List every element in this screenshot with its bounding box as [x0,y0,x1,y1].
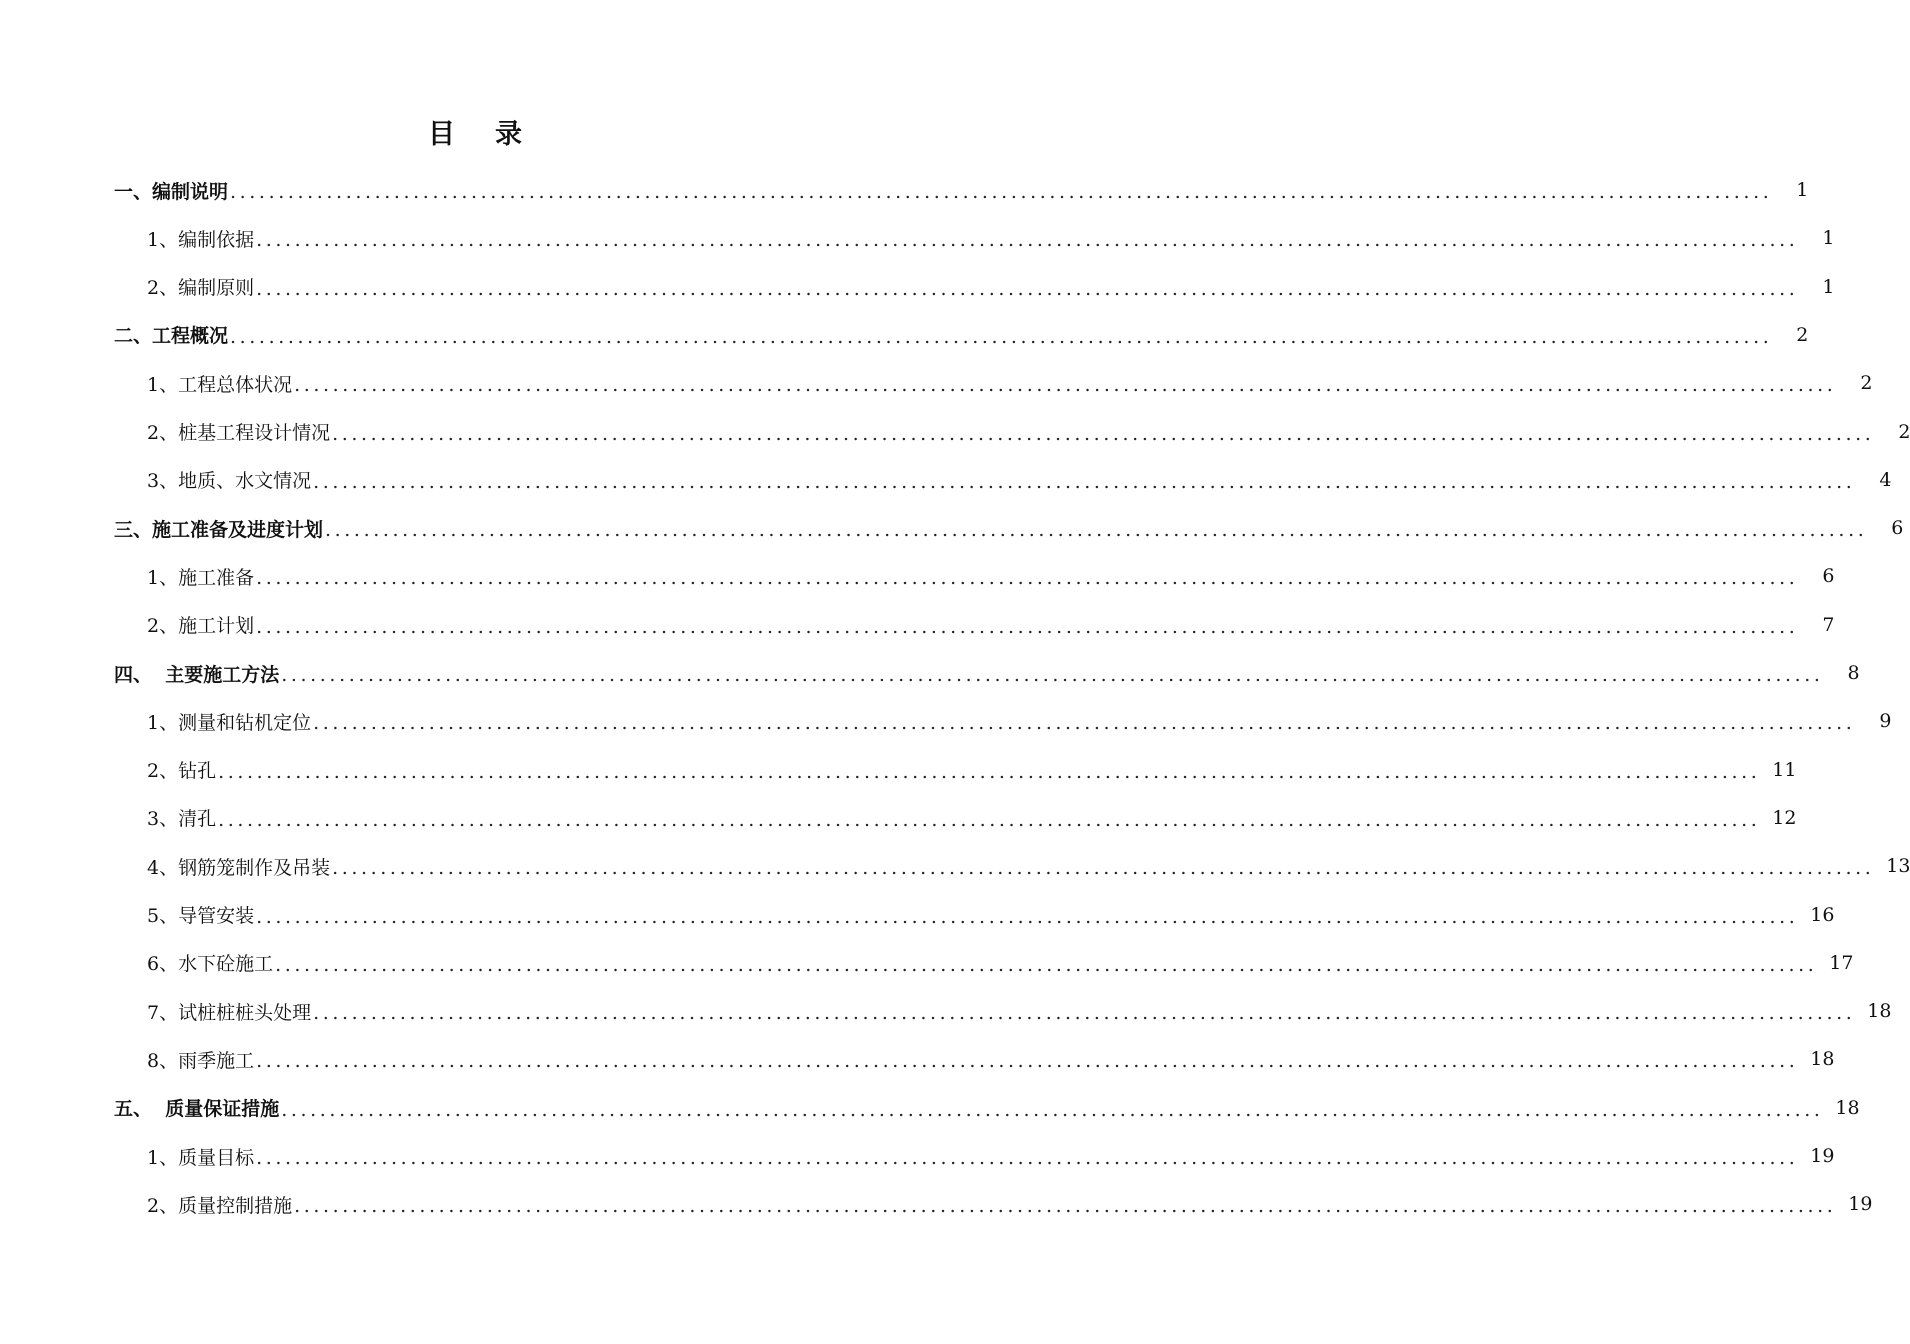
toc-title-char-2: 录 [495,119,522,150]
dot-leader: ................................................................................................................................................................ [256,229,1799,252]
toc-page-number: 1 [1796,179,1809,201]
dot-leader: ................................................................................................................................................................ [313,470,1856,493]
dot-leader: ................................................................................................................................................................ [230,181,1773,203]
toc-page-number: 2 [1796,323,1809,346]
toc-entry-label: 五、 质量保证措施 [114,1098,280,1121]
toc-page-number: 12 [1772,806,1797,829]
dot-leader: ................................................................................................................................................................ [332,857,1875,880]
dot-leader: ................................................................................................................................................................ [332,422,1875,445]
toc-page-number: 8 [1847,662,1860,684]
toc-entry-label: 1、施工准备 [147,566,255,589]
toc-page-number: 17 [1829,951,1854,974]
dot-leader: ................................................................................................................................................................ [256,905,1799,928]
toc-page-number: 16 [1810,903,1835,926]
toc-subsection-entry[interactable] [0,794,1797,842]
toc-page-number: 11 [1772,758,1797,781]
toc-page-number: 1 [1822,227,1835,250]
toc-subsection-entry[interactable] [0,408,1910,456]
toc-entry-label: 二、工程概况 [114,325,229,348]
toc-entry-label: 2、钻孔 [147,760,217,783]
toc-subsection-entry[interactable] [0,842,1910,890]
toc-page-number: 4 [1879,468,1892,491]
dot-leader: ................................................................................................................................................................ [281,1098,1824,1121]
toc-entry-label: 1、编制依据 [147,228,255,251]
toc-title-char-1: 目 [428,119,455,150]
toc-section-entry[interactable] [0,649,1860,697]
toc-entry-label: 5、导管安装 [147,905,255,927]
toc-entry-label: 1、质量目标 [147,1146,255,1169]
toc-page-number: 18 [1867,1000,1892,1023]
toc-page-number: 13 [1886,855,1910,878]
toc-entry-label: 7、试桩桩桩头处理 [147,1001,312,1024]
dot-leader: ................................................................................................................................................................ [256,615,1799,638]
dot-leader: ................................................................................................................................................................ [275,953,1818,976]
toc-page-number: 19 [1810,1145,1835,1167]
toc-entry-label: 一、编制说明 [114,180,229,203]
toc-entry-label: 1、测量和钻机定位 [147,711,312,734]
toc-page-number: 2 [1898,420,1910,443]
toc-page-number: 1 [1822,275,1835,298]
toc-subsection-entry[interactable] [0,891,1835,939]
toc-subsection-entry[interactable] [0,1132,1835,1180]
toc-entry-label: 6、水下砼施工 [147,953,274,976]
toc-section-entry[interactable] [0,311,1809,359]
dot-leader: ................................................................................................................................................................ [256,1147,1799,1169]
toc-title [0,112,950,151]
toc-entry-label: 8、雨季施工 [147,1049,255,1072]
toc-entry-label: 3、地质、水文情况 [147,470,312,493]
toc-page-number: 19 [1848,1193,1873,1216]
toc-entry-label: 四、 主要施工方法 [114,663,280,686]
dot-leader: ................................................................................................................................................................ [281,664,1824,686]
toc-subsection-entry[interactable] [0,359,1873,407]
toc-subsection-entry[interactable] [0,746,1797,794]
dot-leader: ................................................................................................................................................................ [313,712,1856,735]
toc-section-entry[interactable] [0,504,1904,552]
toc-entry-label: 3、清孔 [147,808,217,831]
dot-leader: ................................................................................................................................................................ [294,374,1837,397]
toc-entry-label: 三、施工准备及进度计划 [114,518,324,541]
toc-page-number: 2 [1860,372,1873,395]
dot-leader: ................................................................................................................................................................ [313,1002,1856,1025]
toc-subsection-entry[interactable] [0,214,1835,262]
toc-page-number: 6 [1822,565,1835,588]
toc-subsection-entry[interactable] [0,939,1854,987]
toc-section-entry[interactable] [0,166,1809,214]
toc-subsection-entry[interactable] [0,987,1892,1035]
toc-subsection-entry[interactable] [0,601,1835,649]
dot-leader: ................................................................................................................................................................ [218,808,1761,831]
dot-leader: ................................................................................................................................................................ [325,519,1868,542]
dot-leader: ................................................................................................................................................................ [230,325,1773,348]
toc-entry-label: 4、钢筋笼制作及吊装 [147,856,331,879]
toc-page-number: 6 [1891,517,1904,540]
toc-entry-label: 2、编制原则 [147,277,255,300]
toc-subsection-entry[interactable] [0,552,1835,600]
dot-leader: ................................................................................................................................................................ [218,760,1761,783]
toc-entry-label: 1、工程总体状况 [147,373,293,396]
dot-leader: ................................................................................................................................................................ [256,567,1799,590]
toc-section-entry[interactable] [0,1084,1860,1132]
toc-page-number: 7 [1822,613,1835,636]
toc-subsection-entry[interactable] [0,1035,1835,1083]
toc-entry-label: 2、施工计划 [147,615,255,638]
toc-entry-label: 2、桩基工程设计情况 [147,422,331,444]
toc-subsection-entry[interactable] [0,1180,1873,1228]
toc-subsection-entry[interactable] [0,263,1835,311]
toc-entry-label: 2、质量控制措施 [147,1194,293,1217]
toc-page-number: 18 [1835,1096,1860,1119]
dot-leader: ................................................................................................................................................................ [256,1050,1799,1073]
dot-leader: ................................................................................................................................................................ [294,1195,1837,1218]
toc-subsection-entry[interactable] [0,697,1892,745]
toc-subsection-entry[interactable] [0,456,1892,504]
toc-page-number: 18 [1810,1048,1835,1071]
dot-leader: ................................................................................................................................................................ [256,277,1799,300]
toc-page-number: 9 [1879,710,1892,733]
